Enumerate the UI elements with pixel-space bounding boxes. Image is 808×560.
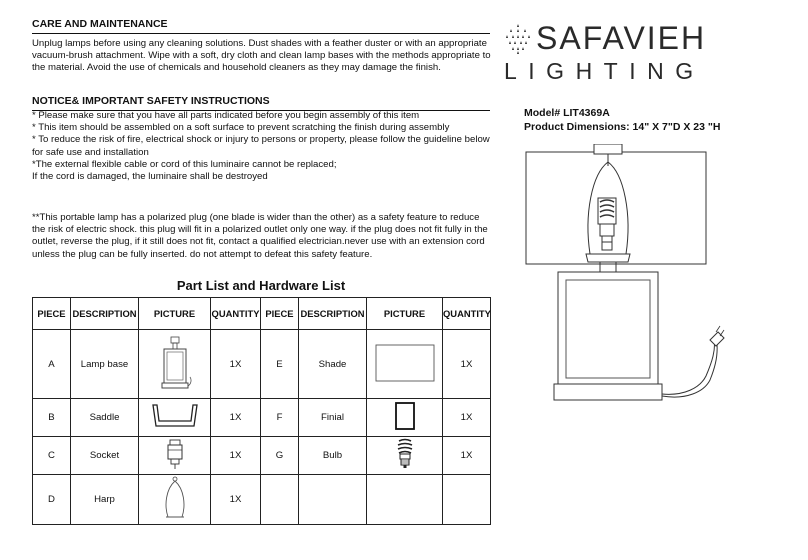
chandelier-logo-icon bbox=[504, 24, 532, 54]
brand-subtitle: LIGHTING bbox=[504, 58, 705, 84]
product-dimensions: Product Dimensions: 14" X 7"D X 23 "H bbox=[524, 121, 721, 133]
description-cell: Finial bbox=[299, 399, 367, 437]
header-picture: PICTURE bbox=[367, 298, 443, 330]
piece-cell: B bbox=[33, 399, 71, 437]
parts-table bbox=[32, 297, 491, 525]
quantity-cell: 1X bbox=[211, 330, 261, 399]
saddle-icon bbox=[149, 401, 201, 431]
header-description: DESCRIPTION bbox=[299, 298, 367, 330]
bulb-icon bbox=[394, 438, 416, 470]
description-cell: Lamp base bbox=[71, 330, 139, 399]
piece-cell: G bbox=[261, 437, 299, 475]
piece-cell: E bbox=[261, 330, 299, 399]
plug-line: outlet, reverse the plug, if it still does not fit, contact a qualified electrician.never use with an extension cord bbox=[32, 236, 485, 248]
picture-cell bbox=[139, 399, 211, 437]
picture-cell bbox=[139, 330, 211, 399]
quantity-cell: 1X bbox=[443, 330, 491, 399]
quantity-cell bbox=[443, 475, 491, 525]
description-cell: Socket bbox=[71, 437, 139, 475]
care-text bbox=[32, 38, 490, 75]
safety-line: * This item should be assembled on a soft surface to prevent scratching the finish during assembly bbox=[32, 122, 450, 134]
plug-line: unless the plug can be fully inserted. do not attempt to defeat this safety feature. bbox=[32, 248, 373, 260]
picture-cell bbox=[367, 437, 443, 475]
safety-line: for safe use and installation bbox=[32, 146, 149, 158]
table-row bbox=[33, 330, 491, 399]
quantity-cell: 1X bbox=[211, 475, 261, 525]
picture-cell bbox=[367, 330, 443, 399]
care-line: Unplug lamps before using any cleaning solutions. Dust shades with a feather duster or with an appropriate bbox=[32, 38, 487, 49]
safavieh-lighting-logo bbox=[504, 18, 714, 88]
header-picture: PICTURE bbox=[139, 298, 211, 330]
header-description: DESCRIPTION bbox=[71, 298, 139, 330]
picture-cell bbox=[367, 475, 443, 525]
harp-icon bbox=[160, 475, 190, 521]
socket-icon bbox=[165, 438, 185, 470]
picture-cell bbox=[139, 437, 211, 475]
safety-line: * To reduce the risk of fire, electrical shock or injury to persons or property, please follow the guideline below bbox=[32, 134, 490, 146]
table-row bbox=[33, 437, 491, 475]
description-cell bbox=[299, 475, 367, 525]
description-cell: Saddle bbox=[71, 399, 139, 437]
piece-cell: C bbox=[33, 437, 71, 475]
header-quantity: QUANTITY bbox=[443, 298, 491, 330]
piece-cell: F bbox=[261, 399, 299, 437]
header-piece: PIECE bbox=[33, 298, 71, 330]
table-row bbox=[33, 399, 491, 437]
safety-line: * Please make sure that you have all parts indicated before you begin assembly of this item bbox=[32, 110, 420, 121]
parts-table-title: Part List and Hardware List bbox=[176, 278, 346, 293]
finial-icon bbox=[393, 401, 417, 431]
description-cell: Bulb bbox=[299, 437, 367, 475]
product-info bbox=[524, 106, 720, 134]
piece-cell: A bbox=[33, 330, 71, 399]
header-quantity: QUANTITY bbox=[211, 298, 261, 330]
care-title: CARE AND MAINTENANCE bbox=[32, 18, 490, 34]
model-number: Model# LIT4369A bbox=[524, 107, 610, 119]
plug-text bbox=[32, 212, 490, 261]
safety-title: NOTICE& IMPORTANT SAFETY INSTRUCTIONS bbox=[32, 95, 490, 111]
header-piece: PIECE bbox=[261, 298, 299, 330]
piece-cell: D bbox=[33, 475, 71, 525]
lamp-base-icon bbox=[155, 335, 195, 391]
plug-line: the risk of electric shock. this plug will fit in a polarized outlet only one way. if the plug does not fit fully in the bbox=[32, 224, 488, 236]
table-row bbox=[33, 475, 491, 525]
safety-line: *The external flexible cable or cord of this luminaire cannot be replaced; bbox=[32, 158, 337, 170]
safety-text bbox=[32, 110, 490, 183]
table-header-row bbox=[33, 298, 491, 330]
quantity-cell: 1X bbox=[211, 399, 261, 437]
brand-name: SAFAVIEH bbox=[536, 20, 707, 56]
piece-cell bbox=[261, 475, 299, 525]
safety-line: If the cord is damaged, the luminaire shall be destroyed bbox=[32, 171, 268, 183]
shade-icon bbox=[373, 342, 437, 384]
care-line: the material. Avoid the use of chemicals and household cleaners as they may damage the finish. bbox=[32, 62, 441, 74]
plug-line: **This portable lamp has a polarized plug (one blade is wider than the other) as a safety feature to reduce bbox=[32, 212, 480, 223]
picture-cell bbox=[139, 475, 211, 525]
picture-cell bbox=[367, 399, 443, 437]
quantity-cell: 1X bbox=[211, 437, 261, 475]
lamp-illustration bbox=[524, 144, 784, 554]
description-cell: Harp bbox=[71, 475, 139, 525]
care-line: vacuum-brush attachment. Wipe with a soft, dry cloth and clean lamp bases with the methods appropriate to bbox=[32, 50, 491, 62]
quantity-cell: 1X bbox=[443, 437, 491, 475]
description-cell: Shade bbox=[299, 330, 367, 399]
quantity-cell: 1X bbox=[443, 399, 491, 437]
